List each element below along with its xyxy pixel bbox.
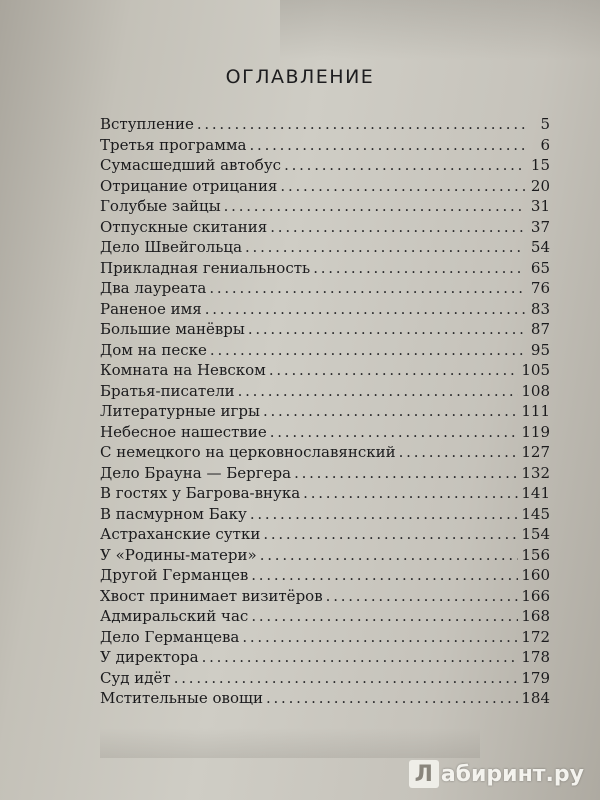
toc-entry-title: Два лауреата	[100, 279, 207, 297]
labirint-watermark	[409, 760, 584, 788]
toc-entry-page-number: 108	[521, 381, 550, 400]
watermark-text: абиринт.ру	[440, 761, 584, 787]
toc-entry	[100, 136, 550, 157]
toc-entry-title: Адмиральский час	[100, 607, 249, 625]
toc-entry	[100, 628, 550, 649]
watermark-logo-icon: Л	[409, 760, 439, 788]
toc-leader-dots	[224, 197, 525, 215]
toc-leader-dots	[284, 156, 525, 174]
toc-entry-page-number: 141	[521, 484, 550, 502]
toc-entry-page-number: 20	[530, 176, 550, 195]
toc-entry	[100, 320, 550, 341]
toc-entry-page-number: 168	[521, 607, 550, 625]
toc-entry-page-number: 65	[530, 258, 550, 277]
toc-leader-dots	[205, 300, 525, 318]
toc-leader-dots	[250, 136, 526, 154]
toc-entry	[100, 566, 550, 587]
toc-entry	[100, 361, 550, 382]
toc-entry-title: Братья-писатели	[100, 381, 235, 400]
toc-leader-dots	[263, 525, 518, 543]
toc-entry-page-number: 37	[530, 217, 550, 236]
toc-entry	[100, 402, 550, 423]
toc-entry-page-number: 156	[521, 545, 550, 564]
toc-entry	[100, 259, 550, 280]
toc-leader-dots	[399, 443, 519, 461]
toc-entry	[100, 197, 550, 218]
toc-entry-title: У «Родины-матери»	[100, 545, 257, 564]
toc-entry-title: Отпускные скитания	[100, 217, 268, 236]
toc-entry	[100, 505, 550, 526]
toc-entry-title: Мстительные овощи	[100, 689, 263, 707]
toc-leader-dots	[250, 505, 519, 523]
toc-entry-page-number: 119	[521, 422, 550, 441]
toc-entry-title: Большие манёвры	[100, 320, 245, 338]
toc-leader-dots	[270, 218, 525, 236]
toc-entry-title: Суд идёт	[100, 668, 171, 687]
toc-entry	[100, 587, 550, 608]
toc-entry-title: Третья программа	[100, 135, 247, 154]
toc-leader-dots	[303, 484, 518, 502]
toc-leader-dots	[248, 320, 525, 338]
table-of-contents	[100, 115, 550, 710]
toc-leader-dots	[210, 341, 525, 359]
toc-entry-page-number: 54	[530, 238, 550, 256]
toc-entry-title: Прикладная гениальность	[100, 258, 311, 277]
toc-entry	[100, 300, 550, 321]
toc-entry-page-number: 5	[540, 115, 550, 133]
toc-entry-page-number: 172	[521, 627, 550, 646]
toc-entry-title: Голубые зайцы	[100, 197, 221, 215]
toc-entry-page-number: 83	[530, 299, 550, 318]
toc-entry	[100, 546, 550, 567]
page-title: ОГЛАВЛЕНИЕ	[225, 66, 375, 88]
toc-entry-page-number: 160	[521, 566, 550, 584]
toc-leader-dots	[251, 566, 518, 584]
toc-entry-page-number: 87	[530, 320, 550, 338]
toc-entry-title: В гостях у Багрова-внука	[100, 484, 301, 502]
toc-entry-page-number: 105	[521, 361, 550, 379]
toc-leader-dots	[209, 279, 525, 297]
toc-entry	[100, 115, 550, 136]
toc-entry-title: Дело Брауна — Бергера	[100, 463, 292, 482]
toc-entry	[100, 464, 550, 485]
toc-entry-title: Отрицание отрицания	[100, 176, 278, 195]
toc-entry	[100, 443, 550, 464]
toc-entry-title: Другой Германцев	[100, 566, 249, 584]
toc-entry-title: Хвост принимает визитёров	[100, 586, 323, 605]
toc-entry	[100, 525, 550, 546]
toc-leader-dots	[266, 689, 518, 707]
toc-entry	[100, 279, 550, 300]
toc-entry	[100, 341, 550, 362]
toc-entry	[100, 669, 550, 690]
toc-entry	[100, 156, 550, 177]
toc-entry	[100, 177, 550, 198]
toc-entry	[100, 218, 550, 239]
toc-entry-title: У директора	[100, 648, 199, 666]
toc-entry-page-number: 154	[521, 525, 550, 543]
bleed-through-shadow-bottom	[100, 728, 480, 758]
toc-leader-dots	[251, 607, 518, 625]
toc-entry-page-number: 145	[521, 504, 550, 523]
toc-leader-dots	[197, 115, 525, 133]
toc-entry-page-number: 132	[521, 463, 550, 482]
toc-leader-dots	[242, 628, 518, 646]
toc-entry-title: С немецкого на церковнославянский	[100, 443, 396, 461]
toc-leader-dots	[269, 361, 519, 379]
toc-leader-dots	[263, 402, 518, 420]
toc-entry-page-number: 178	[521, 648, 550, 666]
toc-entry-page-number: 76	[530, 279, 550, 297]
toc-entry	[100, 607, 550, 628]
toc-entry-page-number: 127	[521, 443, 550, 461]
toc-entry-page-number: 179	[521, 668, 550, 687]
toc-leader-dots	[260, 546, 519, 564]
toc-entry-title: Дом на песке	[100, 340, 207, 359]
toc-leader-dots	[294, 464, 518, 482]
toc-entry-title: Дело Германцева	[100, 627, 240, 646]
toc-entry-title: Комната на Невском	[100, 361, 266, 379]
toc-entry	[100, 689, 550, 710]
toc-entry-title: В пасмурном Баку	[100, 504, 247, 523]
bleed-through-shadow	[280, 0, 600, 60]
toc-entry-title: Литературные игры	[100, 402, 260, 420]
toc-entry-title: Сумасшедший автобус	[100, 156, 282, 174]
toc-leader-dots	[202, 648, 519, 666]
toc-entry-title: Небесное нашествие	[100, 422, 267, 441]
toc-leader-dots	[174, 669, 519, 687]
toc-entry-page-number: 184	[521, 689, 550, 707]
toc-entry-page-number: 166	[521, 586, 550, 605]
toc-leader-dots	[280, 177, 525, 195]
toc-leader-dots	[238, 382, 519, 400]
toc-leader-dots	[245, 238, 525, 256]
toc-leader-dots	[313, 259, 525, 277]
toc-entry-title: Раненое имя	[100, 299, 202, 318]
toc-entry	[100, 238, 550, 259]
toc-entry-title: Астраханские сутки	[100, 525, 261, 543]
toc-leader-dots	[270, 423, 519, 441]
toc-entry-page-number: 95	[530, 340, 550, 359]
toc-entry	[100, 648, 550, 669]
toc-entry-page-number: 15	[530, 156, 550, 174]
toc-leader-dots	[326, 587, 519, 605]
toc-entry-page-number: 31	[530, 197, 550, 215]
toc-entry	[100, 423, 550, 444]
toc-entry-title: Дело Швейгольца	[100, 238, 243, 256]
toc-entry	[100, 382, 550, 403]
toc-entry-page-number: 111	[521, 402, 550, 420]
toc-entry-page-number: 6	[540, 135, 550, 154]
toc-entry-title: Вступление	[100, 115, 194, 133]
toc-entry	[100, 484, 550, 505]
